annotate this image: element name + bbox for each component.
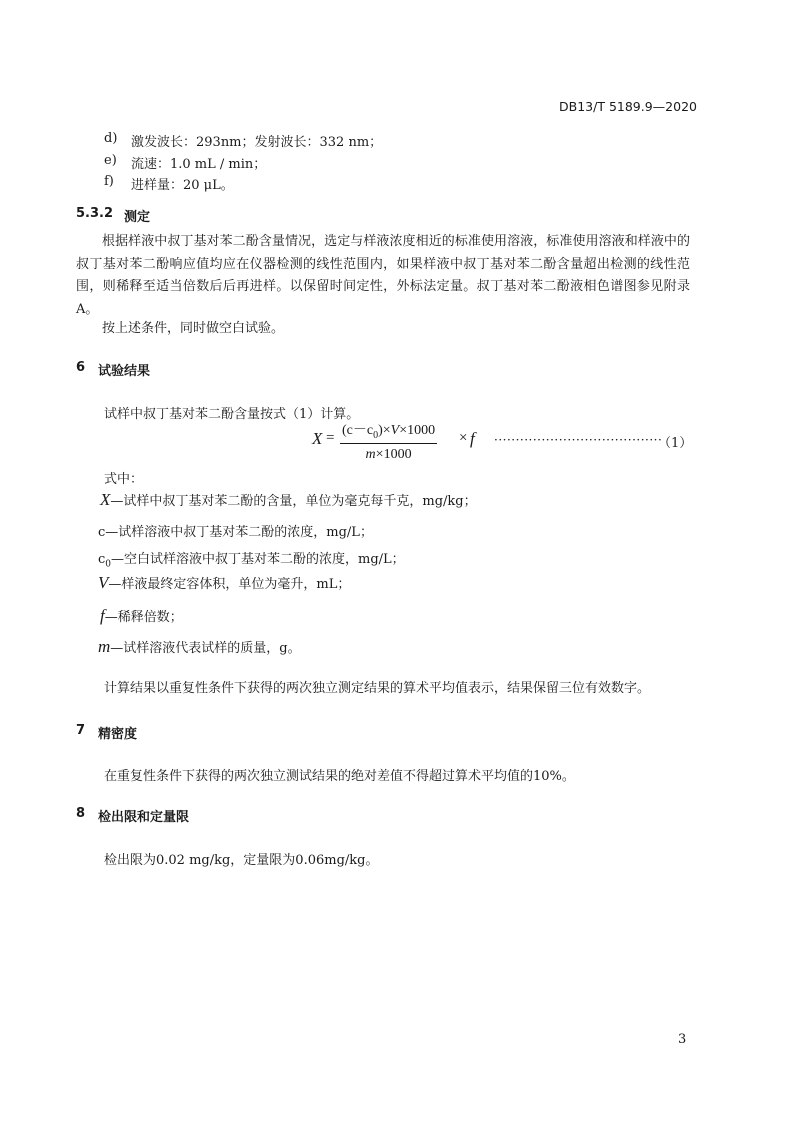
condition-text-d: 激发波长：293nm；发射波长：332 nm； [131, 135, 383, 150]
formula-dilution-factor: f [470, 429, 475, 448]
section-title-6: 试验结果 [98, 364, 151, 379]
condition-label-d: d) [104, 131, 118, 146]
section-title-532: 测定 [124, 210, 151, 225]
variable-x-symbol: X [100, 490, 111, 509]
numerator-tail: ×1000 [399, 423, 436, 438]
variable-m-symbol: m [98, 637, 111, 656]
condition-label-f: f) [104, 174, 114, 189]
variable-v-symbol: V [98, 573, 109, 592]
section-number-8: 8 [76, 806, 86, 821]
section-title-7: 精密度 [98, 727, 138, 742]
variable-f-desc: —稀释倍数； [104, 610, 183, 625]
variable-c0-subscript: 0 [105, 559, 112, 570]
variable-c0 [98, 548, 405, 570]
section-number-6: 6 [76, 360, 86, 375]
section-number-532: 5.3.2 [76, 206, 114, 221]
formula-fraction [340, 419, 437, 463]
where-label: 式中： [104, 472, 144, 487]
numerator-open: (c－c [342, 423, 374, 438]
precision-text: 在重复性条件下获得的两次独立测试结果的绝对差值不得超过算术平均值的10%。 [104, 769, 575, 784]
condition-label-e: e) [104, 153, 117, 168]
determination-paragraph: 根据样液中叔丁基对苯二酚含量情况，选定与样液浓度相近的标准使用溶液，标准使用溶液和样液中的叔丁基对苯二酚响应值均应在仪器检测的线性范围内，如果样液中叔丁基对苯二酚含量超出检测的线性范围，则稀释至适当倍数后后再进样。以保留时间定性，外标法定量。叔丁基对苯二酚液相色谱图参见附录A。 [76, 234, 690, 317]
blank-test-paragraph: 按上述条件，同时做空白试验。 [102, 321, 285, 336]
section-title-8: 检出限和定量限 [98, 810, 190, 825]
section-number-7: 7 [76, 723, 86, 738]
variable-f [100, 606, 183, 626]
variable-x-desc: —试样中叔丁基对苯二酚的含量，单位为毫克每千克，mg/kg； [110, 494, 477, 509]
formula-denominator [364, 447, 414, 463]
condition-text-e: 流速：1.0 mL / min； [131, 157, 267, 172]
variable-f-symbol: f [100, 606, 105, 625]
detection-limit-text: 检出限为0.02 mg/kg，定量限为0.06mg/kg。 [104, 853, 379, 868]
variable-c-symbol: c [98, 525, 106, 540]
page-number: 3 [678, 1032, 687, 1047]
document-number: DB13/T 5189.9—2020 [559, 99, 697, 114]
variable-v [98, 573, 350, 593]
formula-lhs: X [312, 429, 323, 448]
denominator-tail: ×1000 [375, 446, 412, 462]
variable-c0-symbol: c [98, 552, 106, 567]
variable-c [98, 521, 373, 540]
variable-m-desc: —试样溶液代表试样的质量，g。 [110, 641, 301, 656]
condition-text-f: 进样量：20 μL。 [131, 178, 234, 193]
formula-equals: = [326, 430, 335, 446]
variable-x [100, 490, 477, 510]
formula-intro: 试样中叔丁基对苯二酚含量按式（1）计算。 [104, 407, 360, 422]
numerator-close: )× [378, 423, 391, 438]
formula-numerator [340, 419, 437, 441]
formula-leader-dots: ······································· [494, 433, 663, 447]
variable-c0-desc: —空白试样溶液中叔丁基对苯二酚的浓度，mg/L； [111, 552, 405, 567]
variable-c-desc: —试样溶液中叔丁基对苯二酚的浓度，mg/L； [105, 525, 373, 540]
result-note: 计算结果以重复性条件下获得的两次独立测定结果的算术平均值表示，结果保留三位有效数字。 [104, 681, 651, 696]
variable-m [98, 637, 301, 657]
numerator-volume: V [390, 423, 400, 438]
numerator-subscript: 0 [373, 429, 379, 441]
formula-number: （1） [658, 436, 693, 451]
formula-times: × [459, 430, 468, 446]
fraction-bar [340, 443, 437, 444]
variable-v-desc: —样液最终定容体积，单位为毫升，mL； [108, 577, 351, 592]
denominator-mass: m [365, 446, 376, 462]
